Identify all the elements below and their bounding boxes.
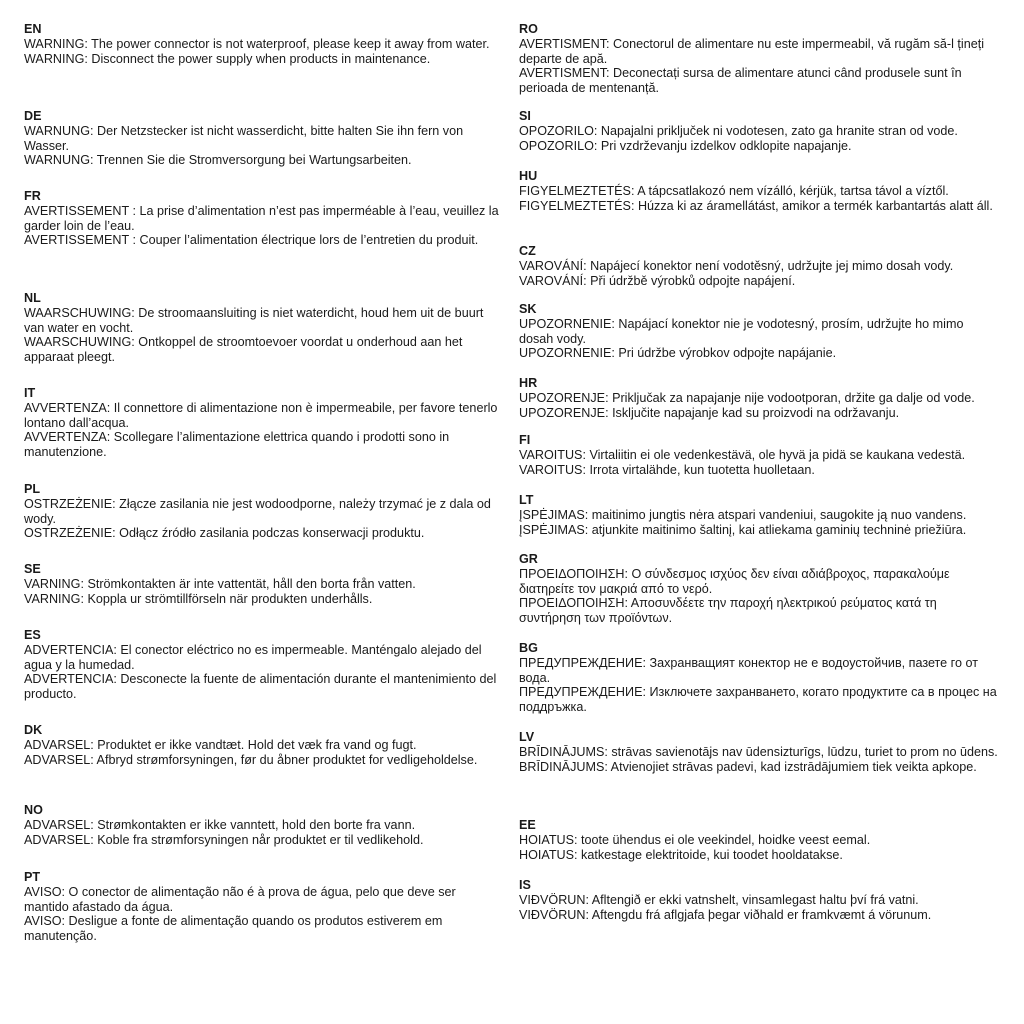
warning-text: VIÐVÖRUN: Afltengið er ekki vatnshelt, vinsamlegast haltu því frá vatni. [519,892,919,907]
warning-text: WARNING: Disconnect the power supply when products in maintenance. [24,51,431,66]
warning-text: ĮSPĖJIMAS: atjunkite maitinimo šaltinį, kai atliekama gaminių techninė priežiūra. [519,522,967,537]
language-code: CZ [519,244,536,258]
warning-text: ADVERTENCIA: Desconecte la fuente de alimentación durante el mantenimiento del producto. [24,672,497,702]
warning-text: OSTRZEŻENIE: Złącze zasilania nie jest wodoodporne, należy trzymać je z dala od wody. [24,496,491,526]
language-code: RO [519,22,538,36]
section-se [24,562,502,606]
warning-text: OSTRZEŻENIE: Odłącz źródło zasilania podczas konserwacji produktu. [24,526,425,541]
language-code: IT [24,386,36,400]
warning-text: VAROVÁNÍ: Napájecí konektor není vodotěsný, udržujte jej mimo dosah vody. [519,258,954,273]
language-code: BG [519,641,538,655]
warning-text: AVISO: O conector de alimentação não é à prova de água, pelo que deve ser mantido afastado da água. [24,884,456,914]
language-code: LV [519,730,535,744]
section-en [24,22,502,66]
warning-text: HOIATUS: katkestage elektritoide, kui toodet hooldatakse. [519,847,843,862]
language-code: SI [519,109,531,123]
section-dk [24,723,502,767]
warning-text: ADVARSEL: Koble fra strømforsyningen når produktet er til vedlikehold. [24,832,424,847]
section-it [24,386,502,460]
warning-text: ĮSPĖJIMAS: maitinimo jungtis nėra atspari vandeniui, saugokite ją nuo vandens. [519,507,967,522]
warning-text: AVERTISMENT: Deconectați sursa de alimentare atunci când produsele sunt în perioada de mentenanță. [519,66,962,96]
warning-text: OPOZORILO: Pri vzdrževanju izdelkov odklopite napajanje. [519,138,852,153]
warning-text: VIÐVÖRUN: Aftengdu frá aflgjafa þegar viðhald er framkvæmt á vörunum. [519,907,932,922]
language-code: DE [24,109,42,123]
language-code: GR [519,552,538,566]
section-pt [24,870,502,944]
warning-text: VAROITUS: Virtaliitin ei ole vedenkestävä, ole hyvä ja pidä se kaukana vedestä. [519,447,966,462]
section-gr [519,552,1001,626]
language-code: HR [519,376,538,390]
warning-text: AVERTISMENT: Conectorul de alimentare nu este impermeabil, vă rugăm să-l țineți departe de apă. [519,36,984,66]
warning-text: VAROVÁNÍ: Při údržbě výrobků odpojte napájení. [519,273,796,288]
section-pl [24,482,502,541]
language-code: NL [24,291,41,305]
section-is [519,878,1001,922]
warning-text: ПРЕДУПРЕЖДЕНИЕ: Изключете захранването, когато продуктите са в процес на поддръжка. [519,685,997,715]
section-sk [519,302,1001,361]
section-fr [24,189,502,248]
warning-text: WARNUNG: Trennen Sie die Stromversorgung bei Wartungsarbeiten. [24,153,412,168]
language-code: FI [519,433,531,447]
warning-text: ADVARSEL: Produktet er ikke vandtæt. Hold det væk fra vand og fugt. [24,737,417,752]
language-code: HU [519,169,538,183]
language-code: PL [24,482,41,496]
warning-text: WARNING: The power connector is not waterproof, please keep it away from water. [24,36,490,51]
section-fi [519,433,1001,477]
warning-text: HOIATUS: toote ühendus ei ole veekindel, hoidke veest eemal. [519,832,871,847]
section-si [519,109,1001,153]
section-no [24,803,502,847]
language-code: LT [519,493,534,507]
section-hu [519,169,1001,213]
warning-text: FIGYELMEZTETÉS: Húzza ki az áramellátást, amikor a termék karbantartás alatt áll. [519,198,993,213]
warning-text: AVVERTENZA: Il connettore di alimentazione non è impermeabile, per favore tenerlo lontano dall’acqua. [24,400,498,430]
language-code: ES [24,628,41,642]
language-code: EE [519,818,536,832]
warning-text: VAROITUS: Irrota virtalähde, kun tuotetta huolletaan. [519,462,815,477]
language-code: SE [24,562,41,576]
language-code: EN [24,22,42,36]
warning-text: VARNING: Koppla ur strömtillförseln när produkten underhålls. [24,591,373,606]
warning-text: ADVARSEL: Strømkontakten er ikke vanntett, hold den borte fra vann. [24,817,416,832]
warning-text: AVERTISSEMENT : Couper l’alimentation électrique lors de l’entretien du produit. [24,233,479,248]
language-code: IS [519,878,531,892]
warning-text: FIGYELMEZTETÉS: A tápcsatlakozó nem vízálló, kérjük, tartsa távol a víztől. [519,183,949,198]
language-code: SK [519,302,537,316]
warning-text: UPOZORNENIE: Pri údržbe výrobkov odpojte napájanie. [519,346,837,361]
section-nl [24,291,502,365]
language-code: FR [24,189,41,203]
warning-text: AVISO: Desligue a fonte de alimentação quando os produtos estiverem em manutenção. [24,914,443,944]
section-ro [519,22,1001,96]
warning-text: AVVERTENZA: Scollegare l’alimentazione elettrica quando i prodotti sono in manutenzione. [24,430,450,460]
language-code: DK [24,723,43,737]
warning-text: ADVARSEL: Afbryd strømforsyningen, før du åbner produktet for vedligeholdelse. [24,752,478,767]
warning-text: OPOZORILO: Napajalni priključek ni vodotesen, zato ga hranite stran od vode. [519,123,958,138]
section-lv [519,730,1001,774]
warning-text: ПРЕДУПРЕЖДЕНИЕ: Захранващият конектор не е водоустойчив, пазете го от вода. [519,655,978,685]
warning-text: VARNING: Strömkontakten är inte vattentät, håll den borta från vatten. [24,576,416,591]
warning-text: BRĪDINĀJUMS: strāvas savienotājs nav ūdensizturīgs, lūdzu, turiet to prom no ūdens. [519,744,998,759]
warning-text: WAARSCHUWING: Ontkoppel de stroomtoevoer voordat u onderhoud aan het apparaat pleegt. [24,335,463,365]
section-bg [519,641,1001,715]
warning-text: AVERTISSEMENT : La prise d’alimentation n’est pas imperméable à l’eau, veuillez la garder loin de l’eau. [24,203,499,233]
section-lt [519,493,1001,537]
language-code: NO [24,803,43,817]
warning-text: WAARSCHUWING: De stroomaansluiting is niet waterdicht, houd hem uit de buurt van water en vocht. [24,305,484,335]
warning-text: ADVERTENCIA: El conector eléctrico no es impermeable. Manténgalo alejado del agua y la humedad. [24,642,482,672]
section-es [24,628,502,702]
section-ee [519,818,1001,862]
section-cz [519,244,1001,288]
section-de [24,109,502,168]
warning-text: UPOZORENJE: Priključak za napajanje nije vodootporan, držite ga dalje od vode. [519,390,975,405]
warning-text: ΠΡΟΕΙΔΟΠΟΙΗΣΗ: Αποσυνδέετε την παροχή ηλεκτρικού ρεύματος κατά τη συντήρηση των προϊόντων. [519,596,937,626]
warning-text: WARNUNG: Der Netzstecker ist nicht wasserdicht, bitte halten Sie ihn fern von Wasser. [24,123,464,153]
warning-text: UPOZORNENIE: Napájací konektor nie je vodotesný, prosím, udržujte ho mimo dosah vody. [519,316,964,346]
section-hr [519,376,1001,420]
language-code: PT [24,870,41,884]
warning-text: BRĪDINĀJUMS: Atvienojiet strāvas padevi, kad izstrādājumiem tiek veikta apkope. [519,759,977,774]
warning-text: UPOZORENJE: Isključite napajanje kad su proizvodi na održavanju. [519,405,900,420]
warning-text: ΠΡΟΕΙΔΟΠΟΙΗΣΗ: Ο σύνδεσμος ισχύος δεν είναι αδιάβροχος, παρακαλούμε διατηρείτε τον μακριά από το νερό. [519,566,950,596]
